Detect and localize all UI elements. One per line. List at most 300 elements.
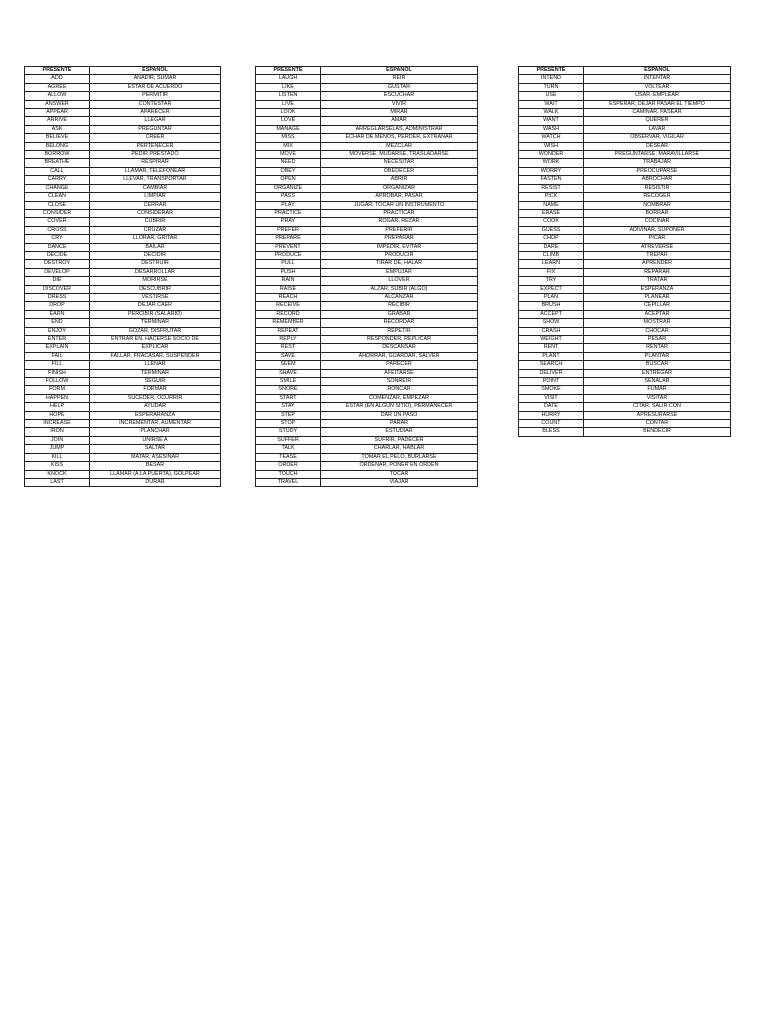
- verb-spanish-cell: SUCEDER, OCURRIR: [90, 394, 221, 402]
- verb-english-cell: ENJOY: [25, 327, 90, 335]
- verb-spanish-cell: FORMAR: [90, 386, 221, 394]
- verb-english-cell: DROP: [25, 302, 90, 310]
- table-row: [25, 209, 221, 217]
- verb-english-cell: WAIT: [519, 100, 584, 108]
- verb-english-cell: APPEAR: [25, 109, 90, 117]
- table-row: [519, 235, 731, 243]
- table-row: [256, 251, 478, 259]
- verb-english-cell: EXPECT: [519, 285, 584, 293]
- verb-english-cell: WASH: [519, 125, 584, 133]
- verb-spanish-cell: RESPIRAR: [90, 159, 221, 167]
- verb-spanish-cell: CERRAR: [90, 201, 221, 209]
- verb-spanish-cell: VESTIRSE: [90, 293, 221, 301]
- verb-spanish-cell: USAR, EMPLEAR: [584, 92, 731, 100]
- table-row: [519, 268, 731, 276]
- verb-english-cell: DARE: [519, 243, 584, 251]
- verb-english-cell: PRODUCE: [256, 251, 321, 259]
- table-row: [519, 310, 731, 318]
- verb-spanish-cell: PREOCUPARSE: [584, 167, 731, 175]
- verb-english-cell: TALK: [256, 445, 321, 453]
- verb-english-cell: ENTER: [25, 336, 90, 344]
- verb-spanish-cell: FUMAR: [584, 386, 731, 394]
- table-row: [519, 159, 731, 167]
- verb-english-cell: TRAVEL: [256, 478, 321, 486]
- verb-spanish-cell: LLORAR, GRITAR: [90, 235, 221, 243]
- table-row: [25, 394, 221, 402]
- verb-english-cell: ADD: [25, 75, 90, 83]
- verb-spanish-cell: CAMINAR, PASEAR: [584, 109, 731, 117]
- verb-english-cell: DRESS: [25, 293, 90, 301]
- verb-spanish-cell: NECESITAR: [321, 159, 478, 167]
- verb-english-cell: SAVE: [256, 352, 321, 360]
- verb-english-cell: PRAY: [256, 218, 321, 226]
- verb-spanish-cell: LLOVER: [321, 277, 478, 285]
- table-row: [519, 151, 731, 159]
- table-row: [519, 386, 731, 394]
- table-row: [25, 268, 221, 276]
- table-row: [25, 293, 221, 301]
- verb-spanish-cell: NOMBRAR: [584, 201, 731, 209]
- verb-spanish-cell: CRUZAR: [90, 226, 221, 234]
- table-row: [25, 100, 221, 108]
- table-row: [256, 369, 478, 377]
- verb-spanish-cell: PESAR: [584, 336, 731, 344]
- verb-spanish-cell: MOVERSE, MUDARSE, TRASLADARSE: [321, 151, 478, 159]
- verb-english-cell: SMOKE: [519, 386, 584, 394]
- table-row: [519, 134, 731, 142]
- table-row: [256, 478, 478, 486]
- verb-spanish-cell: ATREVERSE: [584, 243, 731, 251]
- verb-spanish-cell: PREGUNTAR: [90, 125, 221, 133]
- table-row: [256, 361, 478, 369]
- table-row: [256, 151, 478, 159]
- table-row: [519, 226, 731, 234]
- table-row: [519, 260, 731, 268]
- verb-spanish-cell: TREPAR: [584, 251, 731, 259]
- table-row: [25, 478, 221, 486]
- verb-spanish-cell: LIMPIAR: [90, 193, 221, 201]
- table-row: [25, 403, 221, 411]
- verb-english-cell: STOP: [256, 420, 321, 428]
- table-row: [256, 352, 478, 360]
- verb-english-cell: BELONG: [25, 142, 90, 150]
- verb-english-cell: FORM: [25, 386, 90, 394]
- verb-english-cell: DESTROY: [25, 260, 90, 268]
- table-row: [256, 159, 478, 167]
- verb-english-cell: LISTEN: [256, 92, 321, 100]
- verb-spanish-cell: SEGUIR: [90, 378, 221, 386]
- verb-spanish-cell: PERMITIR: [90, 92, 221, 100]
- verb-spanish-cell: ESTUDIAR: [321, 428, 478, 436]
- verb-spanish-cell: PLANCHAR: [90, 428, 221, 436]
- verb-english-cell: REACH: [256, 293, 321, 301]
- table-row: [25, 167, 221, 175]
- table-row: [25, 361, 221, 369]
- table-row: [256, 470, 478, 478]
- table-row: [256, 277, 478, 285]
- table-row: [25, 218, 221, 226]
- verb-spanish-cell: DURAR: [90, 478, 221, 486]
- verb-spanish-cell: PRODUCIR: [321, 251, 478, 259]
- verb-spanish-cell: APARECER: [90, 109, 221, 117]
- verb-spanish-cell: RECORDAR: [321, 319, 478, 327]
- verb-english-cell: CARRY: [25, 176, 90, 184]
- verb-spanish-cell: LLAMAR, TELEFONEAR: [90, 167, 221, 175]
- verb-spanish-cell: ESPERANZA: [584, 285, 731, 293]
- verb-english-cell: PRACTICE: [256, 209, 321, 217]
- table-row: [519, 344, 731, 352]
- verb-english-cell: LOOK: [256, 109, 321, 117]
- verb-spanish-cell: CEPILLAR: [584, 302, 731, 310]
- verb-english-cell: DANCE: [25, 243, 90, 251]
- verb-table-2: [255, 66, 478, 487]
- table-row: [25, 92, 221, 100]
- verb-spanish-cell: BENDECIR: [584, 428, 731, 436]
- verb-english-cell: WONDER: [519, 151, 584, 159]
- verb-spanish-cell: MEZCLAR: [321, 142, 478, 150]
- table-row: [25, 117, 221, 125]
- verb-spanish-cell: ESTAR (EN ALGÚN SITIO), PERMANECER: [321, 403, 478, 411]
- verb-spanish-cell: ROGAR, REZAR: [321, 218, 478, 226]
- verb-spanish-cell: CONTESTAR: [90, 100, 221, 108]
- table-row: [25, 251, 221, 259]
- table-row: [256, 142, 478, 150]
- verb-spanish-cell: RECIBIR: [321, 302, 478, 310]
- table-row: [519, 336, 731, 344]
- verb-english-cell: TOUCH: [256, 470, 321, 478]
- table-row: [256, 117, 478, 125]
- verb-english-cell: RECEIVE: [256, 302, 321, 310]
- verb-spanish-cell: ARREGLÁRSELAS, ADMINISTRAR: [321, 125, 478, 133]
- verb-english-cell: CHANGE: [25, 184, 90, 192]
- verb-spanish-cell: REIR: [321, 75, 478, 83]
- table-row: [25, 226, 221, 234]
- verb-spanish-cell: ENTREGAR: [584, 369, 731, 377]
- verb-english-cell: RESIST: [519, 184, 584, 192]
- verb-spanish-cell: SUFRIR, PADECER: [321, 436, 478, 444]
- table-row: [519, 369, 731, 377]
- verb-english-cell: SNORE: [256, 386, 321, 394]
- table-row: [25, 125, 221, 133]
- column-header-espanol: ESPAÑOL: [584, 67, 731, 75]
- verb-english-cell: NAME: [519, 201, 584, 209]
- table-row: [25, 83, 221, 91]
- verb-spanish-cell: PLANEAR: [584, 293, 731, 301]
- verb-english-cell: WEIGHT: [519, 336, 584, 344]
- verb-spanish-cell: CHOCAR: [584, 327, 731, 335]
- table-row: [519, 319, 731, 327]
- verb-spanish-cell: DESARROLLAR: [90, 268, 221, 276]
- verb-spanish-cell: RONCAR: [321, 386, 478, 394]
- verb-english-cell: EXPLAIN: [25, 344, 90, 352]
- verb-spanish-cell: PLANTAR: [584, 352, 731, 360]
- verb-spanish-cell: QUERER: [584, 117, 731, 125]
- verb-english-cell: CROSS: [25, 226, 90, 234]
- verb-english-cell: LIKE: [256, 83, 321, 91]
- table-row: [519, 420, 731, 428]
- verb-english-cell: HURRY: [519, 411, 584, 419]
- verb-spanish-cell: ESCUCHAR: [321, 92, 478, 100]
- table-row: [519, 75, 731, 83]
- verb-english-cell: SEEM: [256, 361, 321, 369]
- verb-spanish-cell: ACEPTAR: [584, 310, 731, 318]
- verb-english-cell: HOPE: [25, 411, 90, 419]
- table-row: [256, 209, 478, 217]
- verb-spanish-cell: PREFERIR: [321, 226, 478, 234]
- table-row: [25, 378, 221, 386]
- table-row: [25, 159, 221, 167]
- column-header-presente: PRESENTE: [519, 67, 584, 75]
- table-row: [256, 420, 478, 428]
- verb-english-cell: PUSH: [256, 268, 321, 276]
- verb-english-cell: TRY: [519, 277, 584, 285]
- verb-spanish-cell: ALZAR, SUBIR (ALGO): [321, 285, 478, 293]
- verb-spanish-cell: SALTAR: [90, 445, 221, 453]
- verb-english-cell: RAISE: [256, 285, 321, 293]
- verb-table-1: [24, 66, 221, 487]
- verb-spanish-cell: ESPERARANZA: [90, 411, 221, 419]
- verb-spanish-cell: CHARLAR, HABLAR: [321, 445, 478, 453]
- table-header-row: [25, 67, 221, 75]
- verb-english-cell: PREFER: [256, 226, 321, 234]
- verb-spanish-cell: GUSTAR: [321, 83, 478, 91]
- verb-spanish-cell: CAMBIAR: [90, 184, 221, 192]
- table-row: [256, 235, 478, 243]
- verb-spanish-cell: TERMINAR: [90, 319, 221, 327]
- verb-english-cell: ACCEPT: [519, 310, 584, 318]
- table-row: [256, 184, 478, 192]
- verb-english-cell: CALL: [25, 167, 90, 175]
- table-row: [519, 167, 731, 175]
- verb-spanish-cell: DESTRUIR: [90, 260, 221, 268]
- verb-spanish-cell: DECIDIR: [90, 251, 221, 259]
- verb-spanish-cell: PARECER: [321, 361, 478, 369]
- verb-english-cell: HELP: [25, 403, 90, 411]
- verb-english-cell: USE: [519, 92, 584, 100]
- verb-english-cell: MIX: [256, 142, 321, 150]
- verb-spanish-cell: AMAR: [321, 117, 478, 125]
- verb-english-cell: INTEND: [519, 75, 584, 83]
- table-row: [256, 293, 478, 301]
- table-row: [25, 176, 221, 184]
- table-row: [25, 462, 221, 470]
- table-row: [25, 319, 221, 327]
- column-header-presente: PRESENTE: [256, 67, 321, 75]
- verb-spanish-cell: MATAR, ASESINAR: [90, 453, 221, 461]
- verb-english-cell: SHOW: [519, 319, 584, 327]
- verb-english-cell: END: [25, 319, 90, 327]
- table-row: [25, 428, 221, 436]
- verb-english-cell: BORROW: [25, 151, 90, 159]
- verb-spanish-cell: AHORRAR, GUARDAR, SALVER: [321, 352, 478, 360]
- table-row: [519, 302, 731, 310]
- verb-spanish-cell: CREER: [90, 134, 221, 142]
- verb-spanish-cell: ADIVINAR, SUPONER: [584, 226, 731, 234]
- verb-spanish-cell: AÑADIR, SUMAR: [90, 75, 221, 83]
- verb-spanish-cell: VIAJAR: [321, 478, 478, 486]
- verb-english-cell: CRY: [25, 235, 90, 243]
- verb-spanish-cell: INCREMENTAR, AUMENTAR: [90, 420, 221, 428]
- table-header-row: [256, 67, 478, 75]
- table-row: [519, 403, 731, 411]
- verb-spanish-cell: OBSERVAR, VIGILAR: [584, 134, 731, 142]
- table-row: [256, 378, 478, 386]
- verb-english-cell: CLIMB: [519, 251, 584, 259]
- verb-english-cell: STUDY: [256, 428, 321, 436]
- verb-english-cell: FILL: [25, 361, 90, 369]
- verb-english-cell: MANAGE: [256, 125, 321, 133]
- verb-english-cell: RAIN: [256, 277, 321, 285]
- verb-spanish-cell: REPARAR: [584, 268, 731, 276]
- verb-english-cell: MOVE: [256, 151, 321, 159]
- verb-spanish-cell: EXPLICAR: [90, 344, 221, 352]
- verb-spanish-cell: TOCAR: [321, 470, 478, 478]
- verb-english-cell: KILL: [25, 453, 90, 461]
- table-row: [519, 327, 731, 335]
- verb-spanish-cell: PEDIR PRESTADO: [90, 151, 221, 159]
- table-row: [25, 285, 221, 293]
- verb-english-cell: SUFFER: [256, 436, 321, 444]
- verb-spanish-cell: REPETIR: [321, 327, 478, 335]
- verb-spanish-cell: DESCANSAR: [321, 344, 478, 352]
- table-row: [25, 151, 221, 159]
- table-row: [519, 92, 731, 100]
- verb-english-cell: REST: [256, 344, 321, 352]
- table-row: [256, 310, 478, 318]
- verb-english-cell: REMEMBER: [256, 319, 321, 327]
- verb-spanish-cell: APRESURARSE: [584, 411, 731, 419]
- verb-spanish-cell: VISITAR: [584, 394, 731, 402]
- verb-spanish-cell: CITAR, SALIR CON: [584, 403, 731, 411]
- table-row: [25, 134, 221, 142]
- verb-english-cell: JOIN: [25, 436, 90, 444]
- verb-english-cell: WALK: [519, 109, 584, 117]
- verb-english-cell: LAST: [25, 478, 90, 486]
- table-row: [519, 378, 731, 386]
- verb-spanish-cell: RECOGER: [584, 193, 731, 201]
- table-row: [256, 268, 478, 276]
- verb-spanish-cell: ENTRAR EN, HACERSE SOCIO DE: [90, 336, 221, 344]
- verb-english-cell: CLEAN: [25, 193, 90, 201]
- table-row: [25, 260, 221, 268]
- verb-spanish-cell: ALCANZAR: [321, 293, 478, 301]
- verb-english-cell: RENT: [519, 344, 584, 352]
- column-header-espanol: ESPAÑOL: [321, 67, 478, 75]
- table-row: [25, 436, 221, 444]
- table-row: [256, 75, 478, 83]
- verb-english-cell: REPEAT: [256, 327, 321, 335]
- verb-spanish-cell: LLAMAR (A LA PUERTA), GOLPEAR: [90, 470, 221, 478]
- verb-english-cell: CHOP: [519, 235, 584, 243]
- column-header-espanol: ESPAÑOL: [90, 67, 221, 75]
- table-row: [256, 218, 478, 226]
- verb-spanish-cell: RESISTIR: [584, 184, 731, 192]
- table-row: [519, 100, 731, 108]
- verb-spanish-cell: TRABAJAR: [584, 159, 731, 167]
- verb-spanish-cell: MIRAR: [321, 109, 478, 117]
- verb-english-cell: WANT: [519, 117, 584, 125]
- verb-spanish-cell: TERMINAR: [90, 369, 221, 377]
- verb-english-cell: DIE: [25, 277, 90, 285]
- verb-english-cell: ANSWER: [25, 100, 90, 108]
- table-row: [25, 445, 221, 453]
- verb-english-cell: ORDER: [256, 462, 321, 470]
- verb-spanish-cell: PARAR: [321, 420, 478, 428]
- verb-english-cell: LAUGH: [256, 75, 321, 83]
- verb-spanish-cell: PREGUNTARSE, MARAVILLARSE: [584, 151, 731, 159]
- verb-english-cell: ERASE: [519, 209, 584, 217]
- verb-spanish-cell: DESCUBRIR: [90, 285, 221, 293]
- table-row: [519, 117, 731, 125]
- verb-english-cell: POINT: [519, 378, 584, 386]
- verb-spanish-cell: TOMAR EL PELO, BURLARSE: [321, 453, 478, 461]
- table-row: [256, 100, 478, 108]
- table-row: [25, 243, 221, 251]
- table-row: [25, 302, 221, 310]
- table-row: [25, 386, 221, 394]
- verb-spanish-cell: RENTAR: [584, 344, 731, 352]
- verb-english-cell: MISS: [256, 134, 321, 142]
- table-row: [256, 167, 478, 175]
- verb-english-cell: FAIL: [25, 352, 90, 360]
- table-row: [25, 142, 221, 150]
- table-row: [25, 369, 221, 377]
- verb-english-cell: AGREE: [25, 83, 90, 91]
- table-row: [25, 75, 221, 83]
- verb-spanish-cell: RESPONDER, REPLICAR: [321, 336, 478, 344]
- verb-spanish-cell: AFEITARSE: [321, 369, 478, 377]
- table-row: [256, 428, 478, 436]
- table-row: [25, 327, 221, 335]
- table-row: [25, 109, 221, 117]
- verb-spanish-cell: GOZAR, DISFRUTAR: [90, 327, 221, 335]
- verb-spanish-cell: COCINAR: [584, 218, 731, 226]
- table-row: [25, 411, 221, 419]
- verb-spanish-cell: IMPEDIR, EVITAR: [321, 243, 478, 251]
- verb-english-cell: PULL: [256, 260, 321, 268]
- verb-english-cell: JUMP: [25, 445, 90, 453]
- table-row: [256, 109, 478, 117]
- verb-english-cell: START: [256, 394, 321, 402]
- verb-spanish-cell: DESEAR: [584, 142, 731, 150]
- table-row: [519, 285, 731, 293]
- verb-english-cell: STAY: [256, 403, 321, 411]
- verb-english-cell: LIVE: [256, 100, 321, 108]
- verb-english-cell: GUESS: [519, 226, 584, 234]
- verb-spanish-cell: CONTAR: [584, 420, 731, 428]
- verb-english-cell: FINISH: [25, 369, 90, 377]
- verb-english-cell: CLOSE: [25, 201, 90, 209]
- verb-english-cell: KNOCK: [25, 470, 90, 478]
- verb-english-cell: PICK: [519, 193, 584, 201]
- table-row: [519, 109, 731, 117]
- table-row: [256, 386, 478, 394]
- verb-spanish-cell: OBEDECER: [321, 167, 478, 175]
- verb-spanish-cell: EMPUJAR: [321, 268, 478, 276]
- table-row: [519, 218, 731, 226]
- table-row: [25, 344, 221, 352]
- verb-english-cell: DELIVER: [519, 369, 584, 377]
- verb-spanish-cell: MORIRSE: [90, 277, 221, 285]
- verb-spanish-cell: ORGANIZAR: [321, 184, 478, 192]
- verb-spanish-cell: LLENAR: [90, 361, 221, 369]
- verb-english-cell: EARN: [25, 310, 90, 318]
- table-row: [256, 344, 478, 352]
- verb-english-cell: DISCOVER: [25, 285, 90, 293]
- table-row: [256, 336, 478, 344]
- verb-english-cell: PASS: [256, 193, 321, 201]
- verb-spanish-cell: JUGAR, TOCAR UN INSTRUMENTO: [321, 201, 478, 209]
